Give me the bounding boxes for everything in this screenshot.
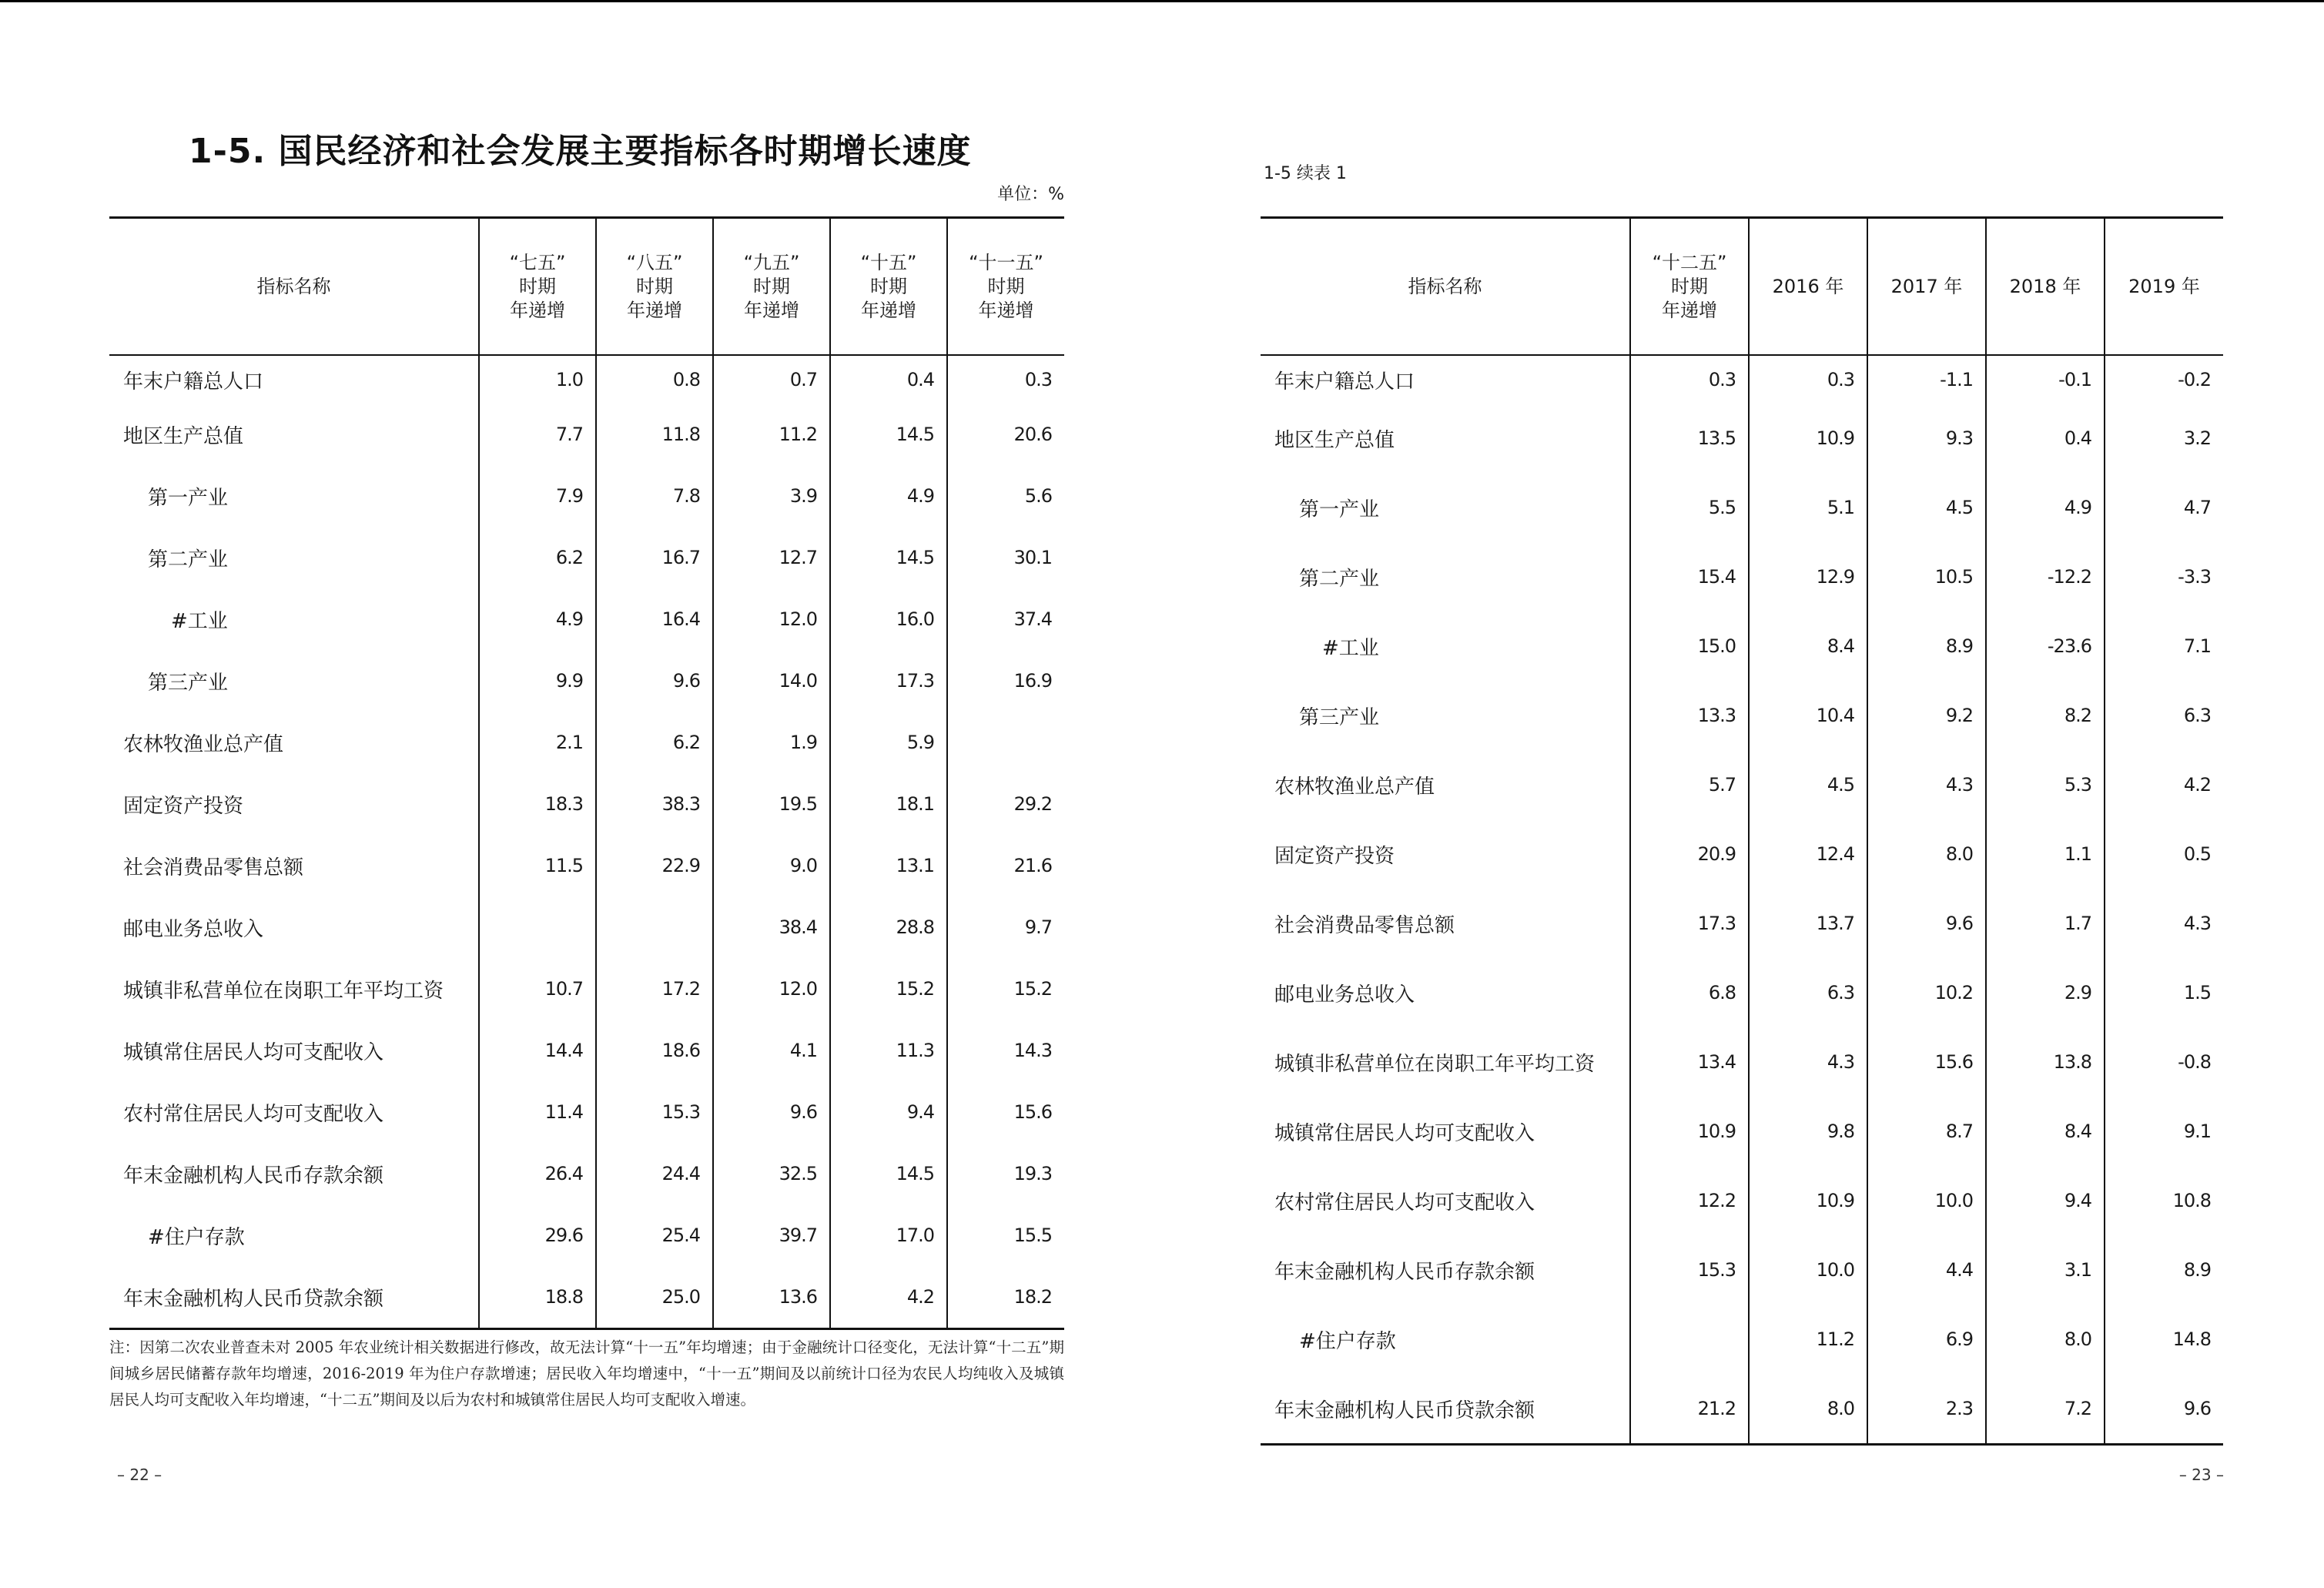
value-cell: 5.7 xyxy=(1630,750,1749,819)
value-cell xyxy=(479,896,596,958)
value-cell: 17.3 xyxy=(830,650,947,712)
value-cell: 8.0 xyxy=(1749,1374,1867,1445)
value-cell: 9.9 xyxy=(479,650,596,712)
row-label: 年末金融机构人民币贷款余额 xyxy=(1274,1399,1535,1422)
row-label: #工业 xyxy=(171,609,228,633)
table-row xyxy=(1261,1235,2223,1305)
row-label: 城镇常住居民人均可支配收入 xyxy=(1274,1121,1535,1145)
value-cell: 0.4 xyxy=(1986,404,2105,473)
value-cell: 11.5 xyxy=(479,835,596,896)
value-cell: 6.2 xyxy=(596,712,713,773)
value-cell: 26.4 xyxy=(479,1143,596,1204)
value-cell: 22.9 xyxy=(596,835,713,896)
value-cell: 7.9 xyxy=(479,465,596,527)
table-row xyxy=(1261,1374,2223,1445)
value-cell: 20.9 xyxy=(1630,819,1749,889)
value-cell: 0.5 xyxy=(2105,819,2223,889)
value-cell: 18.6 xyxy=(596,1020,713,1081)
row-label: 年末金融机构人民币存款余额 xyxy=(123,1164,384,1188)
value-cell: 0.3 xyxy=(1749,355,1867,404)
table-row xyxy=(1261,750,2223,819)
value-cell: 9.6 xyxy=(713,1081,830,1143)
value-cell: 16.0 xyxy=(830,588,947,650)
value-cell: 13.7 xyxy=(1749,889,1867,958)
value-cell: 8.0 xyxy=(1867,819,1986,889)
footnote: 注：因第二次农业普查未对 2005 年农业统计相关数据进行修改，故无法计算“十一五”年均增速；由于金融统计口径变化，无法计算“十二五”期间城乡居民储蓄存款年均增速，2016-2019 年为住户存款增速；居民收入年均增速中，“十一五”期间及以前统计口径为农民人均纯收入及城镇居民人均可支配收入年均增速，“十二五”期间及以后为农村和城镇常住居民人均可支配收入增速。 xyxy=(109,1338,1064,1409)
value-cell: 12.9 xyxy=(1749,542,1867,611)
value-cell: 2.9 xyxy=(1986,958,2105,1027)
row-label: 社会消费品零售总额 xyxy=(1274,913,1455,937)
value-cell: 15.2 xyxy=(830,958,947,1020)
value-cell: 10.5 xyxy=(1867,542,1986,611)
row-label: 年末金融机构人民币贷款余额 xyxy=(123,1287,384,1311)
value-cell: 9.6 xyxy=(596,650,713,712)
value-cell: 11.8 xyxy=(596,404,713,465)
value-cell: 14.5 xyxy=(830,1143,947,1204)
value-cell: 2.1 xyxy=(479,712,596,773)
table-row xyxy=(109,896,1064,958)
value-cell: 14.3 xyxy=(947,1020,1064,1081)
value-cell: 4.1 xyxy=(713,1020,830,1081)
value-cell: 4.3 xyxy=(2105,889,2223,958)
value-cell: 28.8 xyxy=(830,896,947,958)
value-cell: 4.4 xyxy=(1867,1235,1986,1305)
value-cell: 19.5 xyxy=(713,773,830,835)
row-label: 固定资产投资 xyxy=(123,794,244,818)
value-cell: 1.1 xyxy=(1986,819,2105,889)
value-cell: -0.1 xyxy=(1986,355,2105,404)
table-row xyxy=(1261,473,2223,542)
page-number: – 22 – xyxy=(117,1466,162,1484)
value-cell: 19.3 xyxy=(947,1143,1064,1204)
value-cell: 16.7 xyxy=(596,527,713,588)
value-cell: 12.4 xyxy=(1749,819,1867,889)
table-row xyxy=(109,588,1064,650)
row-label: 农林牧渔业总产值 xyxy=(1274,775,1435,799)
column-header: “七五” 时期 年递增 xyxy=(479,218,596,356)
value-cell: 14.8 xyxy=(2105,1305,2223,1374)
value-cell: 5.1 xyxy=(1749,473,1867,542)
value-cell: 10.4 xyxy=(1749,681,1867,750)
value-cell: 4.5 xyxy=(1749,750,1867,819)
value-cell: 3.9 xyxy=(713,465,830,527)
value-cell: 8.4 xyxy=(1986,1097,2105,1166)
value-cell: 6.3 xyxy=(2105,681,2223,750)
value-cell: 4.3 xyxy=(1867,750,1986,819)
value-cell: 15.4 xyxy=(1630,542,1749,611)
table-row xyxy=(109,1081,1064,1143)
value-cell: 6.2 xyxy=(479,527,596,588)
value-cell: 4.5 xyxy=(1867,473,1986,542)
value-cell: 15.3 xyxy=(596,1081,713,1143)
table-row xyxy=(109,835,1064,896)
value-cell: 1.0 xyxy=(479,355,596,404)
row-label: 地区生产总值 xyxy=(123,424,244,448)
value-cell: 10.9 xyxy=(1749,404,1867,473)
table-row xyxy=(1261,819,2223,889)
row-label: 农村常住居民人均可支配收入 xyxy=(123,1102,384,1126)
column-header: 2016 年 xyxy=(1749,218,1867,356)
row-label: 农林牧渔业总产值 xyxy=(123,732,284,756)
value-cell: 14.5 xyxy=(830,527,947,588)
value-cell: 10.0 xyxy=(1867,1166,1986,1235)
table-row xyxy=(1261,889,2223,958)
value-cell: 21.6 xyxy=(947,835,1064,896)
value-cell: 0.4 xyxy=(830,355,947,404)
value-cell: 8.9 xyxy=(2105,1235,2223,1305)
page-number: – 23 – xyxy=(2178,1466,2224,1484)
value-cell: 4.2 xyxy=(2105,750,2223,819)
value-cell: 9.2 xyxy=(1867,681,1986,750)
value-cell: 4.9 xyxy=(1986,473,2105,542)
header-row xyxy=(1261,218,2223,356)
value-cell: 7.7 xyxy=(479,404,596,465)
indicator-header: 指标名称 xyxy=(1261,218,1630,356)
value-cell: 8.9 xyxy=(1867,611,1986,681)
value-cell: 15.6 xyxy=(947,1081,1064,1143)
value-cell: 10.0 xyxy=(1749,1235,1867,1305)
value-cell: 9.7 xyxy=(947,896,1064,958)
value-cell: -0.2 xyxy=(2105,355,2223,404)
value-cell: 13.4 xyxy=(1630,1027,1749,1097)
row-label: 第三产业 xyxy=(148,671,229,695)
row-label: 地区生产总值 xyxy=(1274,428,1395,452)
value-cell: 0.8 xyxy=(596,355,713,404)
row-label: 农村常住居民人均可支配收入 xyxy=(1274,1191,1535,1214)
value-cell: 4.7 xyxy=(2105,473,2223,542)
row-label: 第一产业 xyxy=(1299,498,1380,521)
table-row xyxy=(109,404,1064,465)
unit-label: 单位：% xyxy=(997,185,1064,204)
row-label: 第二产业 xyxy=(148,548,229,571)
value-cell: 24.4 xyxy=(596,1143,713,1204)
value-cell: 5.6 xyxy=(947,465,1064,527)
value-cell: 9.0 xyxy=(713,835,830,896)
value-cell: 13.5 xyxy=(1630,404,1749,473)
value-cell: 11.2 xyxy=(1749,1305,1867,1374)
value-cell: 11.3 xyxy=(830,1020,947,1081)
value-cell: 18.3 xyxy=(479,773,596,835)
value-cell: 18.8 xyxy=(479,1266,596,1329)
table-row xyxy=(1261,404,2223,473)
column-header: “九五” 时期 年递增 xyxy=(713,218,830,356)
value-cell: 4.9 xyxy=(479,588,596,650)
value-cell: 29.6 xyxy=(479,1204,596,1266)
value-cell: 20.6 xyxy=(947,404,1064,465)
value-cell: 0.3 xyxy=(1630,355,1749,404)
table-row xyxy=(109,527,1064,588)
value-cell: 17.3 xyxy=(1630,889,1749,958)
table-row xyxy=(109,650,1064,712)
value-cell: 9.6 xyxy=(1867,889,1986,958)
value-cell: 10.2 xyxy=(1867,958,1986,1027)
value-cell: 8.4 xyxy=(1749,611,1867,681)
value-cell: 13.3 xyxy=(1630,681,1749,750)
value-cell: 9.4 xyxy=(1986,1166,2105,1235)
value-cell: 12.7 xyxy=(713,527,830,588)
value-cell: 0.3 xyxy=(947,355,1064,404)
value-cell: 12.0 xyxy=(713,958,830,1020)
value-cell: 4.3 xyxy=(1749,1027,1867,1097)
value-cell: 11.2 xyxy=(713,404,830,465)
value-cell: 10.9 xyxy=(1630,1097,1749,1166)
value-cell: -12.2 xyxy=(1986,542,2105,611)
value-cell xyxy=(596,896,713,958)
value-cell: 11.4 xyxy=(479,1081,596,1143)
value-cell: 6.3 xyxy=(1749,958,1867,1027)
value-cell: 16.4 xyxy=(596,588,713,650)
value-cell: 38.4 xyxy=(713,896,830,958)
value-cell: 21.2 xyxy=(1630,1374,1749,1445)
value-cell: 1.9 xyxy=(713,712,830,773)
value-cell: -3.3 xyxy=(2105,542,2223,611)
column-header: “十一五” 时期 年递增 xyxy=(947,218,1064,356)
table-row xyxy=(1261,1166,2223,1235)
value-cell: 1.7 xyxy=(1986,889,2105,958)
value-cell: 9.1 xyxy=(2105,1097,2223,1166)
table-body xyxy=(109,355,1064,1329)
column-header: 2017 年 xyxy=(1867,218,1986,356)
value-cell: 15.6 xyxy=(1867,1027,1986,1097)
value-cell: 13.8 xyxy=(1986,1027,2105,1097)
row-label: 第二产业 xyxy=(1299,567,1380,591)
row-label: #住户存款 xyxy=(1299,1329,1396,1353)
value-cell: 37.4 xyxy=(947,588,1064,650)
table-row xyxy=(109,1020,1064,1081)
row-label: 固定资产投资 xyxy=(1274,844,1395,868)
value-cell: 7.2 xyxy=(1986,1374,2105,1445)
value-cell: 5.9 xyxy=(830,712,947,773)
table-row xyxy=(109,958,1064,1020)
table-row xyxy=(1261,611,2223,681)
value-cell: 13.1 xyxy=(830,835,947,896)
table-row xyxy=(1261,1027,2223,1097)
page-title: 1-5. 国民经济和社会发展主要指标各时期增长速度 xyxy=(189,132,972,171)
value-cell: 18.1 xyxy=(830,773,947,835)
value-cell: 15.2 xyxy=(947,958,1064,1020)
value-cell: 2.3 xyxy=(1867,1374,1986,1445)
column-header: “八五” 时期 年递增 xyxy=(596,218,713,356)
value-cell: 14.4 xyxy=(479,1020,596,1081)
row-label: 邮电业务总收入 xyxy=(123,917,264,941)
value-cell: 25.0 xyxy=(596,1266,713,1329)
value-cell: 38.3 xyxy=(596,773,713,835)
table-row xyxy=(1261,1305,2223,1374)
row-label: #住户存款 xyxy=(148,1225,245,1249)
value-cell: 8.0 xyxy=(1986,1305,2105,1374)
value-cell: 17.2 xyxy=(596,958,713,1020)
row-label: 年末户籍总人口 xyxy=(1274,370,1415,394)
value-cell: -1.1 xyxy=(1867,355,1986,404)
value-cell: 5.5 xyxy=(1630,473,1749,542)
top-rule xyxy=(0,0,2324,2)
table-row xyxy=(1261,542,2223,611)
value-cell: 16.9 xyxy=(947,650,1064,712)
value-cell: 18.2 xyxy=(947,1266,1064,1329)
value-cell: 5.3 xyxy=(1986,750,2105,819)
table-row xyxy=(109,712,1064,773)
row-label: 第一产业 xyxy=(148,486,229,510)
row-label: 邮电业务总收入 xyxy=(1274,983,1415,1007)
indicator-table-continued xyxy=(1261,216,2223,1446)
value-cell: 32.5 xyxy=(713,1143,830,1204)
value-cell: 14.5 xyxy=(830,404,947,465)
column-header: “十五” 时期 年递增 xyxy=(830,218,947,356)
row-label: 社会消费品零售总额 xyxy=(123,856,304,879)
value-cell: -0.8 xyxy=(2105,1027,2223,1097)
table-row xyxy=(109,355,1064,404)
table-row xyxy=(1261,355,2223,404)
table-row xyxy=(109,773,1064,835)
value-cell: 4.2 xyxy=(830,1266,947,1329)
indicator-header: 指标名称 xyxy=(109,218,479,356)
value-cell: 9.6 xyxy=(2105,1374,2223,1445)
column-header: “十二五” 时期 年递增 xyxy=(1630,218,1749,356)
table-row xyxy=(1261,681,2223,750)
value-cell: 14.0 xyxy=(713,650,830,712)
value-cell: 15.0 xyxy=(1630,611,1749,681)
value-cell: 10.7 xyxy=(479,958,596,1020)
table-row xyxy=(109,1266,1064,1329)
value-cell: 7.1 xyxy=(2105,611,2223,681)
table-row xyxy=(109,465,1064,527)
table-row xyxy=(1261,958,2223,1027)
value-cell: 4.9 xyxy=(830,465,947,527)
value-cell: 39.7 xyxy=(713,1204,830,1266)
value-cell: 9.8 xyxy=(1749,1097,1867,1166)
table-row xyxy=(109,1204,1064,1266)
value-cell: 6.8 xyxy=(1630,958,1749,1027)
value-cell: 30.1 xyxy=(947,527,1064,588)
value-cell: 7.8 xyxy=(596,465,713,527)
value-cell: -23.6 xyxy=(1986,611,2105,681)
row-label: 第三产业 xyxy=(1299,705,1380,729)
value-cell: 9.4 xyxy=(830,1081,947,1143)
value-cell: 3.1 xyxy=(1986,1235,2105,1305)
column-header: 2018 年 xyxy=(1986,218,2105,356)
value-cell: 0.7 xyxy=(713,355,830,404)
value-cell: 15.5 xyxy=(947,1204,1064,1266)
table-row xyxy=(1261,1097,2223,1166)
value-cell: 8.7 xyxy=(1867,1097,1986,1166)
value-cell: 12.2 xyxy=(1630,1166,1749,1235)
value-cell: 3.2 xyxy=(2105,404,2223,473)
value-cell: 25.4 xyxy=(596,1204,713,1266)
indicator-table xyxy=(109,216,1064,1330)
row-label: 年末金融机构人民币存款余额 xyxy=(1274,1260,1535,1284)
value-cell: 10.8 xyxy=(2105,1166,2223,1235)
row-label: 城镇非私营单位在岗职工年平均工资 xyxy=(123,979,444,1003)
row-label: 城镇常住居民人均可支配收入 xyxy=(123,1040,384,1064)
value-cell: 17.0 xyxy=(830,1204,947,1266)
value-cell xyxy=(947,712,1064,773)
table-row xyxy=(109,1143,1064,1204)
row-label: 年末户籍总人口 xyxy=(123,370,264,394)
value-cell: 12.0 xyxy=(713,588,830,650)
value-cell: 10.9 xyxy=(1749,1166,1867,1235)
value-cell: 9.3 xyxy=(1867,404,1986,473)
value-cell: 6.9 xyxy=(1867,1305,1986,1374)
header-row xyxy=(109,218,1064,356)
continuation-title: 1-5 续表 1 xyxy=(1264,164,1347,183)
value-cell: 29.2 xyxy=(947,773,1064,835)
row-label: #工业 xyxy=(1322,636,1379,660)
row-label: 城镇非私营单位在岗职工年平均工资 xyxy=(1274,1052,1596,1076)
column-header: 2019 年 xyxy=(2105,218,2223,356)
table-body xyxy=(1261,355,2223,1445)
value-cell: 1.5 xyxy=(2105,958,2223,1027)
value-cell: 13.6 xyxy=(713,1266,830,1329)
value-cell: 8.2 xyxy=(1986,681,2105,750)
value-cell xyxy=(1630,1305,1749,1374)
value-cell: 15.3 xyxy=(1630,1235,1749,1305)
